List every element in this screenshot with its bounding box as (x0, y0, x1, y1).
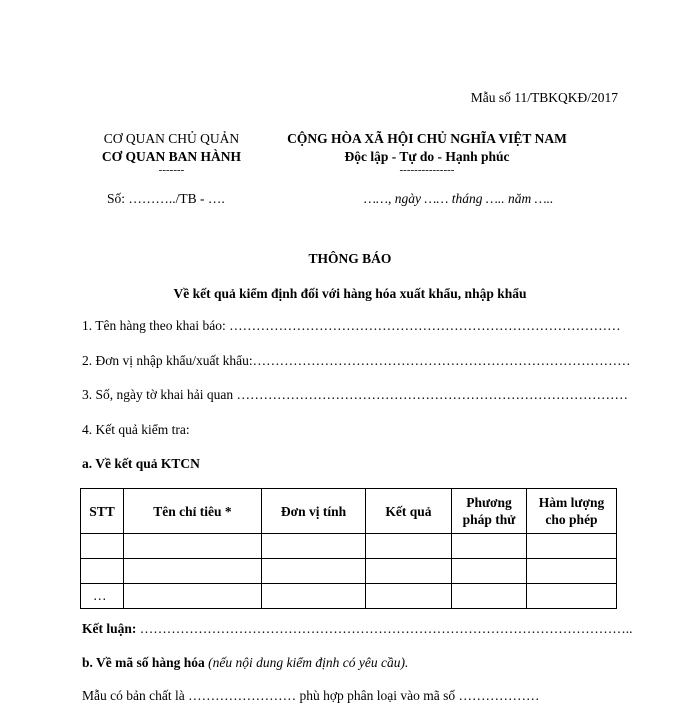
issuing-agency: CƠ QUAN BAN HÀNH (101, 149, 242, 164)
col-unit: Đơn vị tính (262, 489, 366, 534)
table-cell (452, 559, 527, 584)
section-b-note: (nếu nội dung kiểm định có yêu cầu). (204, 655, 409, 670)
col-stt: STT (81, 489, 124, 534)
table-cell (81, 534, 124, 559)
section-a-heading: a. Về kết quả KTCN (82, 456, 200, 471)
national-motto: Độc lập - Tự do - Hạnh phúc (344, 149, 510, 164)
governing-agency: CƠ QUAN CHỦ QUẢN (103, 131, 240, 146)
table-cell (452, 534, 527, 559)
right-divider: --------------- (399, 164, 455, 176)
table-cell (262, 559, 366, 584)
form-code: Mẫu số 11/TBKQKĐ/2017 (470, 90, 618, 105)
table-row (81, 559, 617, 584)
table-cell (452, 584, 527, 609)
section-b-label: b. Về mã số hàng hóa (82, 655, 205, 670)
table-cell (262, 584, 366, 609)
table-cell (527, 559, 617, 584)
inspection-results-table (80, 488, 617, 609)
item-inspection-result: 4. Kết quả kiểm tra: (82, 422, 190, 437)
hs-code-line: Mẫu có bản chất là …………………… phù hợp phân loại vào mã số ……………… (82, 688, 540, 703)
col-allowed-content: Hàm lượng cho phép (527, 489, 617, 534)
table-cell (124, 534, 262, 559)
conclusion-label: Kết luận: (82, 621, 137, 636)
notice-subtitle: Về kết quả kiểm định đối với hàng hóa xuất khẩu, nhập khẩu (173, 286, 527, 301)
item-goods-name: 1. Tên hàng theo khai báo: …………………………………………………………………………… (82, 318, 621, 333)
table-cell (262, 534, 366, 559)
col-criterion-name: Tên chỉ tiêu * (124, 489, 262, 534)
col-test-method: Phương pháp thử (452, 489, 527, 534)
col-result: Kết quả (366, 489, 452, 534)
table-cell (366, 559, 452, 584)
place-date: ……, ngày …… tháng ….. năm ….. (364, 191, 554, 206)
document-number: Số: ………../TB - …. (107, 191, 225, 206)
table-cell (124, 584, 262, 609)
conclusion-dots: ……………………………………………………………………………………………….. (136, 621, 633, 636)
item-importer-exporter: 2. Đơn vị nhập khẩu/xuất khẩu:………………………………………………………………………… (82, 353, 631, 368)
table-cell (366, 584, 452, 609)
left-divider: ------- (158, 164, 185, 176)
table-cell (527, 584, 617, 609)
table-cell (124, 559, 262, 584)
section-b-heading (82, 655, 408, 671)
table-cell (366, 534, 452, 559)
table-row (81, 534, 617, 559)
table-cell (81, 559, 124, 584)
conclusion-line (82, 621, 633, 637)
item-customs-declaration: 3. Số, ngày tờ khai hải quan …………………………………………………………………………… (82, 387, 628, 402)
national-title: CỘNG HÒA XÃ HỘI CHỦ NGHĨA VIỆT NAM (287, 131, 567, 146)
table-row (81, 584, 617, 609)
table-cell: … (81, 584, 124, 609)
table-cell (527, 534, 617, 559)
table-header-row (81, 489, 617, 534)
notice-title: THÔNG BÁO (308, 251, 392, 266)
